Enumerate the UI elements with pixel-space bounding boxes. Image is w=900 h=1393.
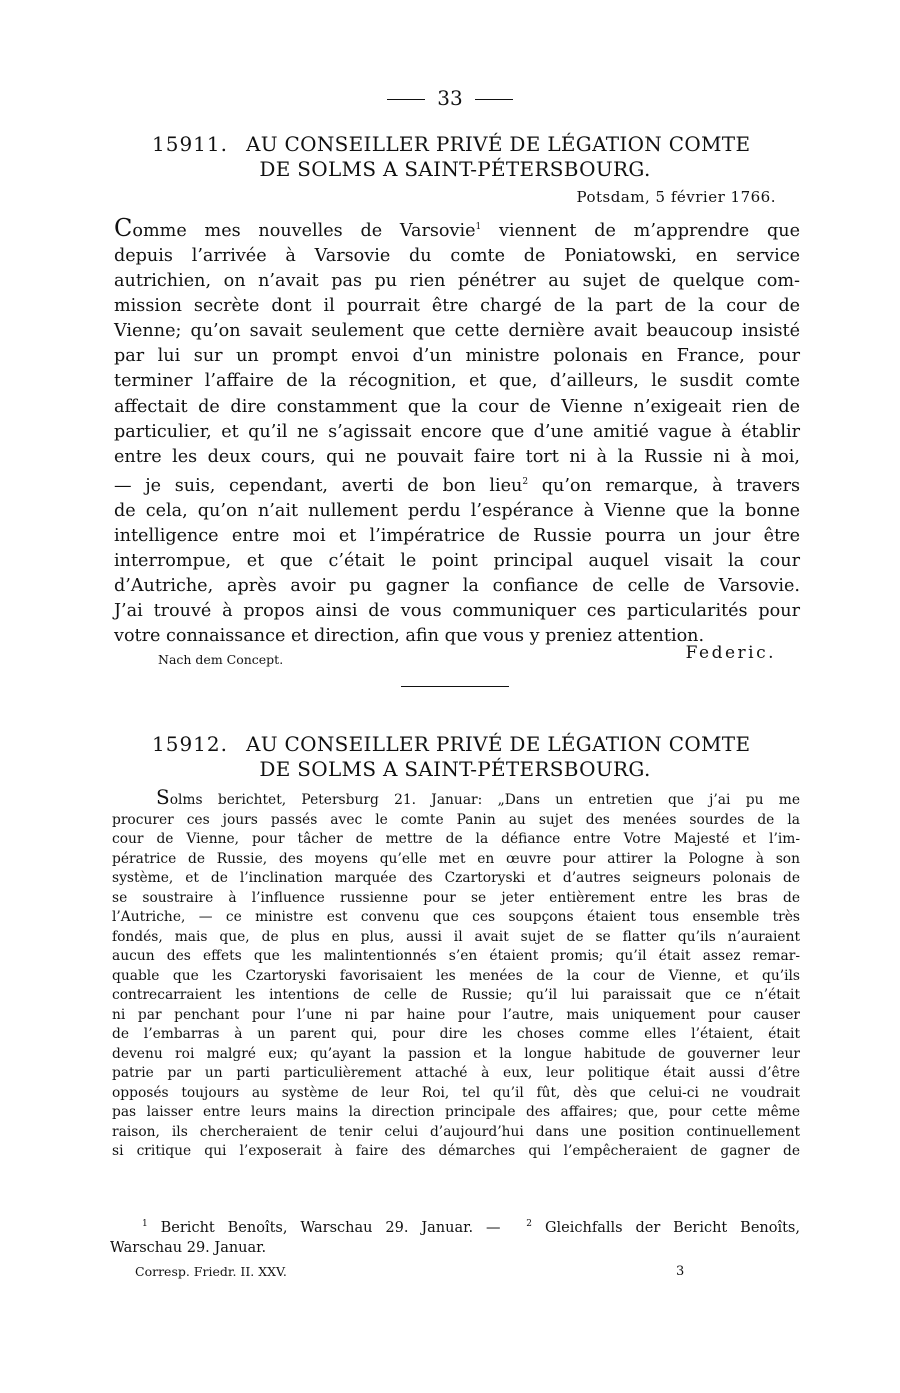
footnote-marker: 2 [526,1219,533,1229]
body-line: affectait de dire constamment que la cour de Vienne n’exigeait rien de [114,396,800,417]
summary-line: aucun des effets que les malintentionnés s’en étaient promis; qu’il était assez remar- [112,948,800,964]
summary-line: fondés, mais que, de plus en plus, aussi il avait sujet de se flatter qu’ils n’auraient [112,928,800,945]
summary-line: devenu roi malgré eux; qu’ayant la passion et la longue habitude de gouverner leur [112,1045,800,1062]
footnotes [110,1214,800,1258]
letter-title-line1: 15911. AU CONSEILLER PRIVÉ DE LÉGATION COMTE [152,132,751,156]
drop-cap: S [156,785,170,809]
body-line: d’Autriche, après avoir pu gagner la confiance de celle de Varsovie. [114,576,800,597]
letter-body [114,215,800,649]
footnote-line: $^1$ Bericht Benoîts, Warschau 29. Januar. — $^2$ Gleichfalls der Bericht Benoîts, [142,1219,800,1236]
letter-number: 15912. [152,732,228,756]
header-rule-left [387,99,425,100]
footer-series: Corresp. Friedr. II. XXV. [135,1264,287,1279]
summary-line: de l’embarras à un parent qui, pour dire les choses comme elles l’étaient, était [112,1026,800,1042]
summary-line: patrie par un parti particulièrement attaché à eux, leur politique était aussi d’être [112,1065,800,1081]
signature: Federic. [685,643,776,663]
body-line: entre les deux cours, qui ne pouvait faire tort ni à la Russie ni à moi, [114,446,800,467]
body-line: depuis l’arrivée à Varsovie du comte de Poniatowski, en service [114,245,800,266]
footnote-line: Warschau 29. Januar. [110,1239,267,1256]
summary-line: système, et de l’inclination marquée des Czartoryski et d’autres seigneurs polonais de [112,870,800,886]
body-line: Comme mes nouvelles de Varsovie$^1$ viennent de m’apprendre que [114,213,800,242]
header-rule-right [475,99,513,100]
body-line: votre connaissance et direction, afin que vous y preniez attention. [114,626,705,647]
body-line: J’ai trouvé à propos ainsi de vous communiquer ces particularités pour [114,601,800,622]
letter-title-line2: DE SOLMS A SAINT-PÉTERSBOURG. [259,757,651,781]
letter-heading-15912 [110,732,800,781]
letter-title-line1: 15912. AU CONSEILLER PRIVÉ DE LÉGATION COMTE [152,732,751,756]
summary-line: quable que les Czartoryski favorisaient les menées de la cour de Vienne, et qu’ils [112,967,800,984]
summary-line: pératrice de Russie, des moyens qu’elle met en œuvre pour attirer la Pologne à son [112,850,800,867]
body-line: particulier, et qu’il ne s’agissait encore que d’une amitié vague à établir [114,421,800,442]
letter-number: 15911. [152,132,228,156]
source-note: Nach dem Concept. [158,652,284,667]
summary-line: l’Autriche, — ce ministre est convenu que ces soupçons étaient tous ensemble très [112,909,800,925]
summary-line: pas laisser entre leurs mains la direction principale des affaires; que, pour cette même [112,1104,800,1120]
footer-signature-mark: 3 [676,1264,685,1279]
footnote-marker: 1 [142,1219,148,1229]
page-header [0,86,900,110]
summary-line: se soustraire à l’influence russienne pour se jeter entièrement entre les bras de [112,889,800,906]
summary-line: cour de Vienne, pour tâcher de mettre de la défiance entre Votre Majesté et l’im- [112,831,800,847]
summary-line: si critique qui l’exposerait à faire des démarches qui l’empêcheraient de gagner de [112,1143,800,1159]
summary-line: procurer ces jours passés avec le comte Panin au sujet des menées sourdes de la [112,811,800,828]
body-line: mission secrète dont il pourrait être chargé de la part de la cour de [114,296,800,317]
letter-title-line2: DE SOLMS A SAINT-PÉTERSBOURG. [259,157,651,181]
body-line: par lui sur un prompt envoi d’un ministre polonais en France, pour [114,346,800,367]
page-number: 33 [437,86,463,110]
letter-heading-15911 [110,132,800,181]
body-line: de cela, qu’on n’ait nullement perdu l’espérance à Vienne que la bonne [114,500,800,521]
body-line: Vienne; qu’on savait seulement que cette dernière avait beaucoup insisté [114,321,800,342]
body-line: interrompue, et que c’était le point principal auquel visait la cour [114,550,800,571]
body-line: autrichien, on n’avait pas pu rien pénétrer au sujet de quelque com- [114,271,800,292]
drop-cap: C [114,213,133,242]
footnote-ref[interactable]: 2 [522,476,529,487]
summary-body [112,785,800,1162]
summary-line: contrecarraient les intentions de celle de Russie; qu’il lui paraissait que ce n’était [112,987,800,1003]
summary-line: opposés toujours au système de leur Roi, tel qu’il fût, dès que celui-ci ne voudrait [112,1084,800,1101]
summary-line: raison, ils chercheraient de tenir celui d’aujourd’hui dans une position continuellement [112,1123,800,1140]
body-line: terminer l’affaire de la récognition, et que, d’ailleurs, le susdit comte [114,371,800,392]
footnote-ref[interactable]: 1 [475,222,482,232]
dateline: Potsdam, 5 février 1766. [576,188,776,206]
summary-line: Solms berichtet, Petersburg 21. Januar: „Dans un entretien que j’ai pu me [156,785,800,809]
body-line: — je suis, cependant, averti de bon lieu$^2$ qu’on remarque, à travers [114,475,801,496]
section-divider [401,686,509,687]
body-line: intelligence entre moi et l’impératrice de Russie pourra un jour être [114,525,800,546]
summary-line: ni par penchant pour l’une ni par haine pour l’autre, mais uniquement pour causer [112,1006,800,1023]
